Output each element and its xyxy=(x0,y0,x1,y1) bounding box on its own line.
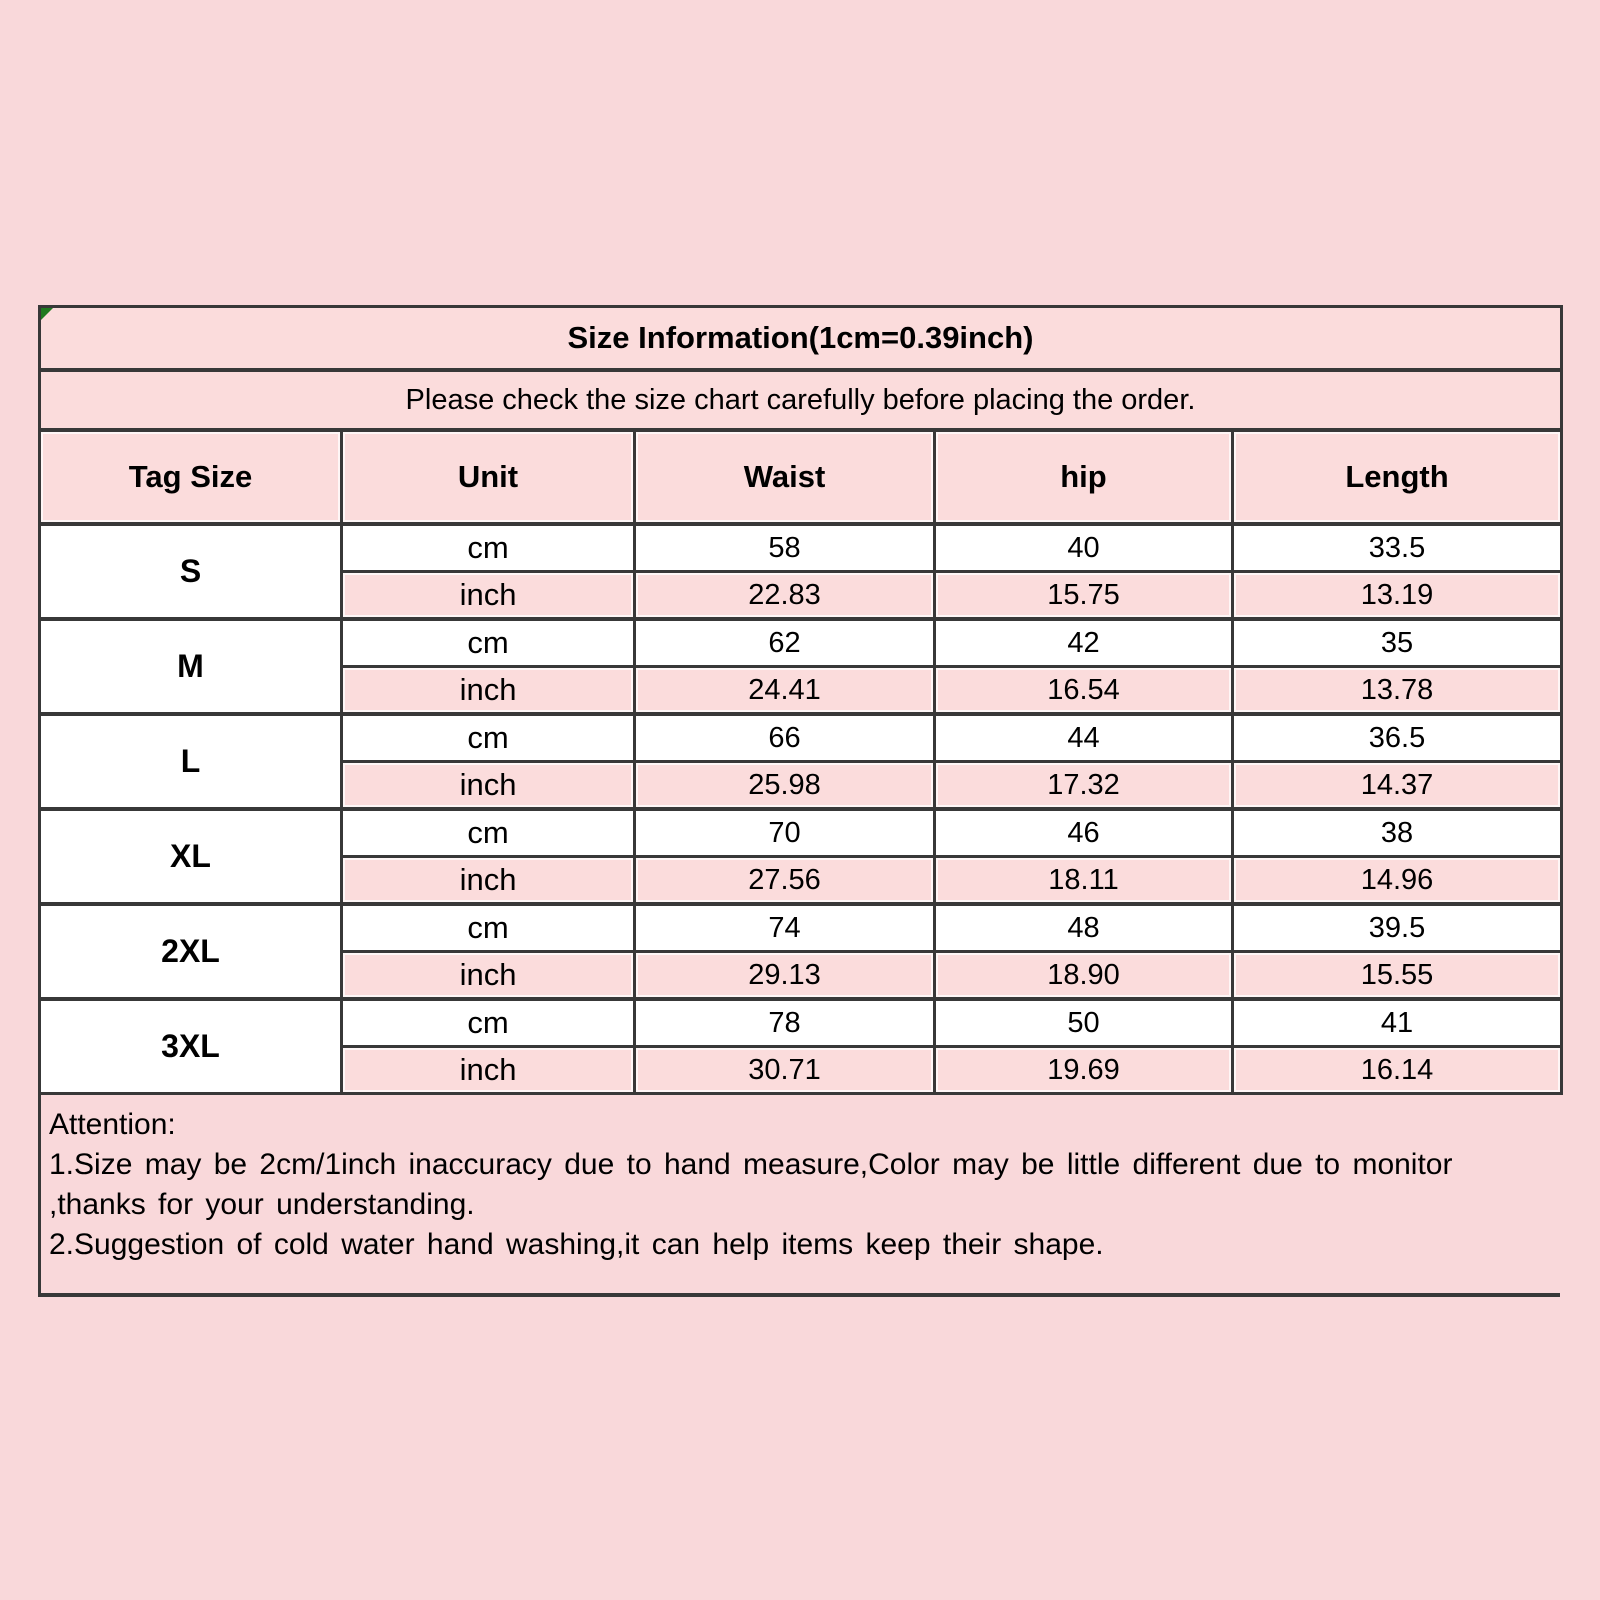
unit-label: cm xyxy=(342,524,635,572)
hip-value: 46 xyxy=(935,809,1233,857)
subtitle-row xyxy=(40,370,1562,430)
unit-label: inch xyxy=(342,1047,635,1094)
row-m-cm xyxy=(40,619,1562,667)
size-chart-panel xyxy=(38,305,1560,1297)
size-label: 3XL xyxy=(40,999,342,1094)
hip-value: 15.75 xyxy=(935,572,1233,620)
waist-value: 66 xyxy=(635,714,935,762)
header-waist: Waist xyxy=(635,430,935,524)
row-s-cm xyxy=(40,524,1562,572)
unit-label: cm xyxy=(342,809,635,857)
hip-value: 17.32 xyxy=(935,762,1233,810)
length-value: 16.14 xyxy=(1233,1047,1562,1094)
attention-line: 1.Size may be 2cm/1inch inaccuracy due to hand measure,Color may be little different due to monitor xyxy=(49,1148,1453,1181)
unit-label: inch xyxy=(342,572,635,620)
unit-label: inch xyxy=(342,762,635,810)
hip-value: 44 xyxy=(935,714,1233,762)
hip-value: 40 xyxy=(935,524,1233,572)
length-value: 36.5 xyxy=(1233,714,1562,762)
length-value: 33.5 xyxy=(1233,524,1562,572)
hip-value: 18.11 xyxy=(935,857,1233,905)
size-label: XL xyxy=(40,809,342,904)
waist-value: 27.56 xyxy=(635,857,935,905)
length-value: 13.19 xyxy=(1233,572,1562,620)
title-row xyxy=(40,307,1562,371)
row-l-cm xyxy=(40,714,1562,762)
length-value: 15.55 xyxy=(1233,952,1562,1000)
waist-value: 22.83 xyxy=(635,572,935,620)
length-value: 14.96 xyxy=(1233,857,1562,905)
attention-line: ,thanks for your understanding. xyxy=(49,1188,475,1221)
table-title: Size Information(1cm=0.39inch) xyxy=(40,307,1562,371)
length-value: 35 xyxy=(1233,619,1562,667)
unit-label: cm xyxy=(342,999,635,1047)
waist-value: 30.71 xyxy=(635,1047,935,1094)
attention-line: 2.Suggestion of cold water hand washing,it can help items keep their shape. xyxy=(49,1228,1104,1261)
waist-value: 24.41 xyxy=(635,667,935,715)
hip-value: 48 xyxy=(935,904,1233,952)
length-value: 39.5 xyxy=(1233,904,1562,952)
unit-label: inch xyxy=(342,952,635,1000)
hip-value: 16.54 xyxy=(935,667,1233,715)
attention-section xyxy=(38,1095,1560,1297)
length-value: 41 xyxy=(1233,999,1562,1047)
row-xl-cm xyxy=(40,809,1562,857)
waist-value: 78 xyxy=(635,999,935,1047)
header-hip: hip xyxy=(935,430,1233,524)
unit-label: inch xyxy=(342,857,635,905)
length-value: 13.78 xyxy=(1233,667,1562,715)
waist-value: 62 xyxy=(635,619,935,667)
waist-value: 25.98 xyxy=(635,762,935,810)
unit-label: cm xyxy=(342,619,635,667)
waist-value: 74 xyxy=(635,904,935,952)
size-label: L xyxy=(40,714,342,809)
unit-label: cm xyxy=(342,904,635,952)
size-label: S xyxy=(40,524,342,619)
size-label: M xyxy=(40,619,342,714)
green-triangle-marker-icon xyxy=(41,308,53,320)
row-3xl-cm xyxy=(40,999,1562,1047)
size-table xyxy=(38,305,1563,1095)
row-2xl-cm xyxy=(40,904,1562,952)
header-unit: Unit xyxy=(342,430,635,524)
length-value: 38 xyxy=(1233,809,1562,857)
attention-heading: Attention: xyxy=(49,1108,176,1141)
waist-value: 58 xyxy=(635,524,935,572)
header-length: Length xyxy=(1233,430,1562,524)
header-row xyxy=(40,430,1562,524)
unit-label: inch xyxy=(342,667,635,715)
size-label: 2XL xyxy=(40,904,342,999)
table-subtitle: Please check the size chart carefully before placing the order. xyxy=(40,370,1562,430)
length-value: 14.37 xyxy=(1233,762,1562,810)
hip-value: 42 xyxy=(935,619,1233,667)
hip-value: 18.90 xyxy=(935,952,1233,1000)
hip-value: 50 xyxy=(935,999,1233,1047)
waist-value: 70 xyxy=(635,809,935,857)
waist-value: 29.13 xyxy=(635,952,935,1000)
unit-label: cm xyxy=(342,714,635,762)
header-tag-size: Tag Size xyxy=(40,430,342,524)
hip-value: 19.69 xyxy=(935,1047,1233,1094)
